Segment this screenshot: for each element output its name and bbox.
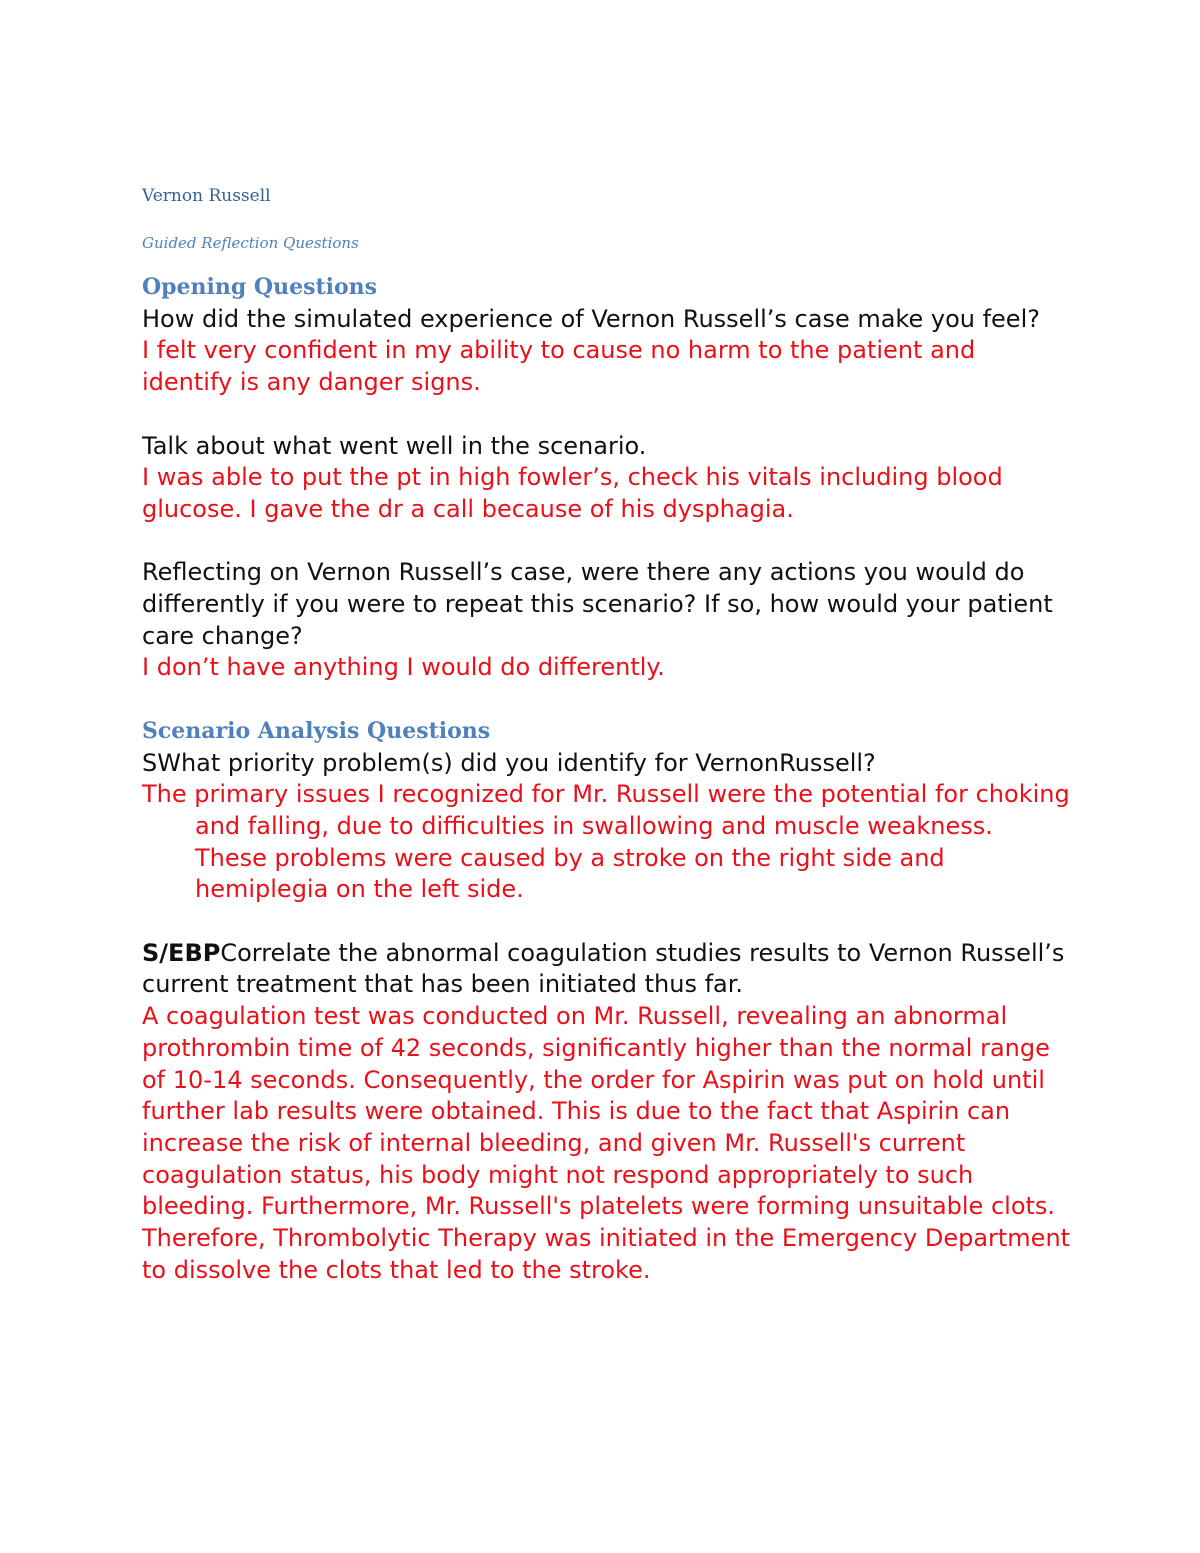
spacer — [142, 906, 1072, 938]
spacer — [142, 526, 1072, 558]
question-tag: S — [142, 748, 158, 777]
spacer — [142, 684, 1072, 716]
header-subtitle: Guided Reflection Questions — [142, 234, 359, 252]
opening-question-3: Reflecting on Vernon Russell’s case, were there any actions you would do differently if you were to repeat this scenario? If so, how would your patient care change? — [142, 558, 1053, 650]
opening-answer-1: I felt very confident in my ability to cause no harm to the patient and identify is any danger signs. — [142, 336, 976, 397]
header-name: Vernon Russell — [142, 186, 271, 206]
spacer — [142, 399, 1072, 431]
analysis-question-2-text: Correlate the abnormal coagulation studies results to Vernon Russell’s current treatment that has been initiated thus far. — [142, 938, 1065, 999]
analysis-answer-2: A coagulation test was conducted on Mr. Russell, revealing an abnormal prothrombin time of 42 seconds, significantly higher than the normal range of 10-14 seconds. Consequently, the order for Aspirin was put on hold until further lab results were obtained. This is due to the fact that Aspirin can increase the risk of internal bleeding, and given Mr. Russell's current coagulation status, his body might not respond appropriately to such bleeding. Furthermore, Mr. Russell's platelets were forming unsuitable clots. Therefore, Thrombolytic Therapy was initiated in the Emergency Department to dissolve the clots that led to the stroke. — [142, 1002, 1071, 1284]
opening-answer-3: I don’t have anything I would do differently. — [142, 653, 665, 682]
opening-answer-2: I was able to put the pt in high fowler’s, check his vitals including blood glucose. I gave the dr a call because of his dysphagia. — [142, 463, 1003, 523]
opening-question-1: How did the simulated experience of Vernon Russell’s case make you feel? — [142, 304, 1040, 333]
opening-question-2: Talk about what went well in the scenario. — [142, 431, 647, 460]
document-body — [142, 272, 1072, 1286]
analysis-question-1 — [142, 748, 1072, 780]
scenario-analysis-heading: Scenario Analysis Questions — [142, 717, 491, 744]
analysis-question-1-text: What priority problem(s) did you identify for VernonRussell? — [157, 748, 876, 777]
opening-questions-heading: Opening Questions — [142, 274, 378, 300]
analysis-answer-1: The primary issues I recognized for Mr. Russell were the potential for choking and falling, due to difficulties in swallowing and muscle weakness. These problems were caused by a stroke on the right side and hemiplegia on the left side. — [142, 780, 1070, 904]
analysis-question-2 — [142, 938, 1072, 1001]
question-tag: S/EBP — [142, 938, 221, 967]
